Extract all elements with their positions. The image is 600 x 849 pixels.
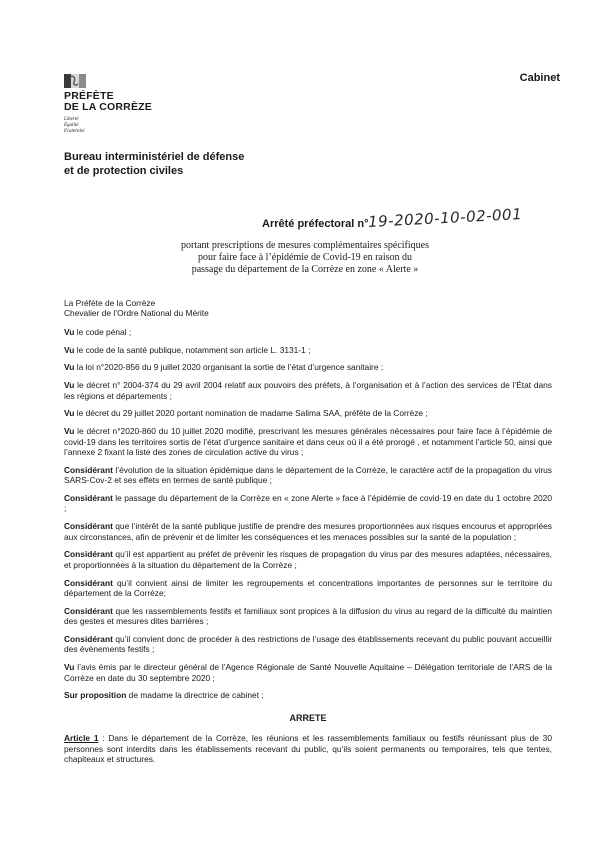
recital-paragraph [64, 465, 552, 486]
article-1-text: : Dans le département de la Corrèze, les réunions et les rassemblements familiaux ou festifs réunissant plus de 30 personnes sont interdits dans les établissements recevant du public, qu’ils soient permanents ou temporaires, tels que tentes, chapiteaux et structures. [64, 733, 552, 765]
authority-line1: La Préfète de la Corrèze [64, 298, 156, 308]
recital-text: l’avis émis par le directeur général de l’Agence Régionale de Santé Nouvelle Aquitaine – Délégation territoriale de l’ARS de la Corrèze en date du 30 septembre 2020 ; [64, 662, 552, 683]
prefecture-line1: PRÉFÈTE [64, 90, 114, 102]
recital-paragraph [64, 327, 552, 337]
arrete-title: Arrêté préfectoral n° [262, 218, 369, 230]
recital-paragraph [64, 408, 552, 418]
arrete-heading: ARRETE [289, 712, 327, 723]
recital-paragraph [64, 578, 552, 599]
recital-paragraph [64, 662, 552, 683]
recital-keyword: Considérant [64, 605, 113, 616]
recital-paragraph [64, 634, 552, 655]
motto-liberte: Liberté [64, 117, 79, 122]
marianne-flag-icon [64, 74, 86, 88]
subtitle-line: passage du département de la Corrèze en zone « Alerte » [191, 264, 419, 275]
recital-paragraph [64, 606, 552, 627]
recital-keyword: Considérant [64, 549, 113, 560]
recital-keyword: Vu [64, 344, 75, 355]
recital-paragraph [64, 549, 552, 570]
recital-keyword: Considérant [64, 634, 113, 645]
recital-text: de madame la directrice de cabinet ; [126, 690, 264, 701]
recital-text: le passage du département de la Corrèze en « zone Alerte » face à l’épidémie de covid-19 en date du 1 octobre 2020 ; [64, 493, 552, 514]
recital-keyword: Considérant [64, 493, 113, 504]
recital-keyword: Vu [64, 408, 75, 419]
republic-motto [64, 117, 184, 135]
bureau-name [64, 150, 244, 178]
recital-keyword: Vu [64, 326, 75, 337]
recital-text: qu’il est appartient au préfet de prévenir les risques de propagation du virus par des mesures adaptées, nécessaires, et proportionnées à la situation du département de la Corrèze ; [64, 549, 552, 570]
handwritten-number: 19-2020-10-02-001 [367, 204, 523, 232]
recital-paragraph [64, 690, 552, 700]
motto-fraternite: Fraternité [64, 129, 85, 134]
recital-keyword: Vu [64, 662, 75, 673]
recitals-list [64, 327, 552, 701]
recital-text: le code pénal ; [74, 326, 132, 337]
authority-line2: Chevalier de l’Ordre National du Mérite [64, 308, 209, 319]
recital-paragraph [64, 426, 552, 457]
recital-paragraph [64, 345, 552, 355]
recital-text: le décret n° 2004-374 du 29 avril 2004 relatif aux pouvoirs des préfets, à l’organisation et à l’action des services de l’État dans les régions et départements ; [64, 380, 552, 401]
recital-text: que l’intérêt de la santé publique justifie de prendre des mesures proportionnées aux risques encourus et appropriées aux circonstances, afin de prévenir et de limiter les conséquences et les menaces possibles sur la santé de la population ; [64, 521, 552, 542]
recital-keyword: Vu [64, 362, 75, 373]
recital-keyword: Considérant [64, 464, 113, 475]
recital-text: qu’il convient donc de procéder à des restrictions de l’usage des établissements recevant du public pouvant accueillir des évènements festifs ; [64, 634, 552, 655]
recital-text: qu’il convient ainsi de limiter les regroupements et concentrations importantes de personnes sur le territoire du département de la Corrèze; [64, 577, 552, 599]
article-1-label: Article 1 [64, 733, 99, 744]
arrete-body [64, 298, 552, 772]
recital-text: le décret n°2020-860 du 10 juillet 2020 modifié, prescrivant les mesures générales nécessaires pour faire face à l’épidémie de covid-19 dans les territoires sortis de l’état d’urgence sanitaire et dans ceux où il a été prorogé , et notamment l’article 50, ainsi que l’annexe 2 fixant la liste des zones de circulation active du virus ; [64, 426, 552, 458]
arrete-subtitle [140, 240, 470, 276]
prefecture-name [64, 91, 184, 113]
motto-egalite: Égalité [64, 123, 79, 128]
recital-text: que les rassemblements festifs et familiaux sont propices à la diffusion du virus au regard de la difficulté du maintien des gestes et mesures dites barrières ; [64, 605, 552, 627]
cabinet-label: Cabinet [519, 72, 560, 84]
recital-paragraph [64, 362, 552, 372]
subtitle-line: portant prescriptions de mesures complémentaires spécifiques [181, 240, 429, 251]
recital-text: le code de la santé publique, notamment son article L. 3131-1 ; [74, 344, 311, 355]
recital-keyword: Vu [64, 426, 75, 437]
recital-keyword: Vu [64, 380, 75, 391]
subtitle-line: pour faire face à l’épidémie de Covid-19 en raison du [197, 252, 413, 263]
article-1 [64, 733, 552, 764]
prefecture-logo [64, 74, 184, 135]
bureau-line1: Bureau interministériel de défense [64, 151, 245, 163]
recital-paragraph [64, 521, 552, 542]
recital-paragraph [64, 493, 552, 514]
recital-text: le décret du 29 juillet 2020 portant nomination de madame Salima SAA, préfète de la Corrèze ; [74, 408, 428, 419]
recital-keyword: Sur proposition [64, 690, 127, 701]
recital-keyword: Considérant [64, 577, 113, 588]
signing-authority [64, 298, 552, 319]
prefecture-line2: DE LA CORRÈZE [64, 101, 152, 113]
recital-text: l’évolution de la situation épidémique dans le département de la Corrèze, le caractère actif de la propagation du virus SARS-Cov-2 et ses effets en termes de santé publique ; [64, 464, 552, 486]
recital-text: la loi n°2020-856 du 9 juillet 2020 organisant la sortie de l’état d’urgence sanitaire ; [74, 362, 384, 373]
recital-paragraph [64, 380, 552, 401]
recital-keyword: Considérant [64, 521, 113, 532]
bureau-line2: et de protection civiles [64, 165, 184, 177]
